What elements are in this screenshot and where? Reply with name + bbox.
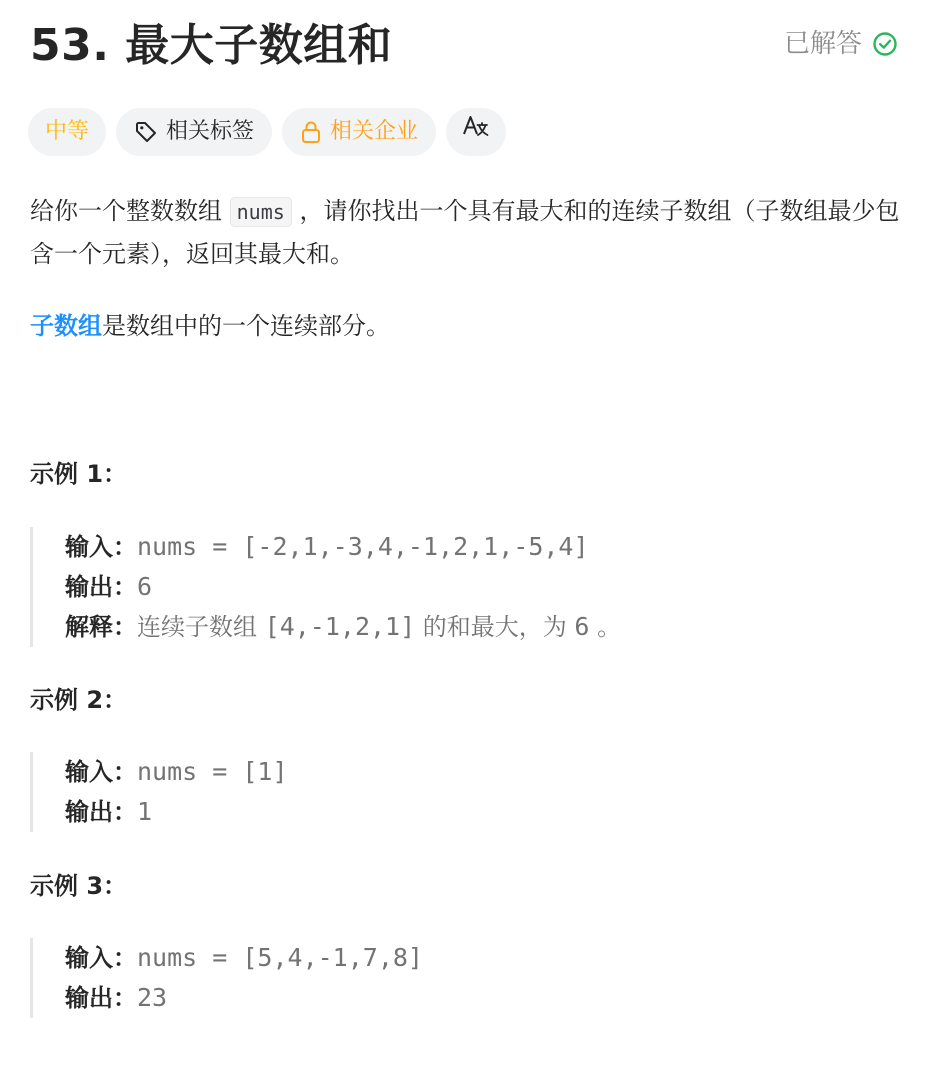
problem-title: 53. 最大子数组和 [30, 20, 393, 71]
example-3-title: 示例 3： [30, 872, 128, 900]
tag-icon [134, 120, 158, 144]
explain-text: 的和最大，为 [415, 613, 575, 641]
companies-tag-label: 相关企业 [330, 119, 419, 144]
subarray-link[interactable]: 子数组 [30, 312, 102, 340]
topics-tag-label: 相关标签 [166, 119, 255, 144]
lock-icon [300, 120, 322, 144]
example-2-title: 示例 2： [30, 686, 128, 714]
difficulty-badge[interactable]: 中等 [28, 108, 106, 156]
example-1-block [30, 527, 621, 647]
example-input-line [65, 527, 621, 567]
example-1-title: 示例 1： [30, 460, 128, 488]
companies-tag-button[interactable] [282, 108, 436, 156]
check-circle-icon [872, 31, 898, 57]
example-output-line [65, 978, 423, 1018]
tag-bar [28, 108, 506, 156]
problem-description [30, 190, 900, 275]
input-label: 输入： [65, 533, 137, 561]
translate-button[interactable] [446, 108, 506, 156]
example-output-line [65, 567, 621, 607]
input-label: 输入： [65, 758, 137, 786]
description-text: 给你一个整数数组 [30, 197, 230, 225]
inline-code: nums [230, 197, 292, 227]
explain-code: 6 [574, 612, 590, 641]
output-value: 1 [137, 797, 153, 826]
translate-icon [462, 108, 490, 156]
example-2-block [30, 752, 288, 832]
description-text-cont: ，请你找出一个具有最大和的连续子数组（子数组最少包含一个元素），返回其最大和。 [30, 197, 900, 268]
solved-status [784, 26, 898, 62]
example-input-line [65, 938, 423, 978]
subarray-definition-text: 是数组中的一个连续部分。 [102, 312, 390, 340]
example-output-line [65, 792, 288, 832]
explain-text: 。 [589, 613, 622, 641]
input-value: nums = [5,4,-1,7,8] [137, 943, 423, 972]
output-value: 6 [137, 572, 153, 601]
explain-code: [4,-1,2,1] [264, 612, 416, 641]
output-label: 输出： [65, 984, 137, 1012]
explain-label: 解释： [65, 613, 137, 641]
output-label: 输出： [65, 573, 137, 601]
output-value: 23 [137, 983, 168, 1012]
input-value: nums = [1] [137, 757, 288, 786]
solved-label: 已解答 [783, 29, 862, 59]
input-value: nums = [-2,1,-3,4,-1,2,1,-5,4] [137, 532, 589, 561]
explain-text: 连续子数组 [137, 613, 265, 641]
example-input-line [65, 752, 288, 792]
example-3-block [30, 938, 423, 1018]
example-explain-line [65, 607, 621, 647]
topics-tag-button[interactable] [116, 108, 272, 156]
description-paragraph [30, 190, 900, 275]
input-label: 输入： [65, 944, 137, 972]
output-label: 输出： [65, 798, 137, 826]
subarray-definition [30, 305, 390, 347]
